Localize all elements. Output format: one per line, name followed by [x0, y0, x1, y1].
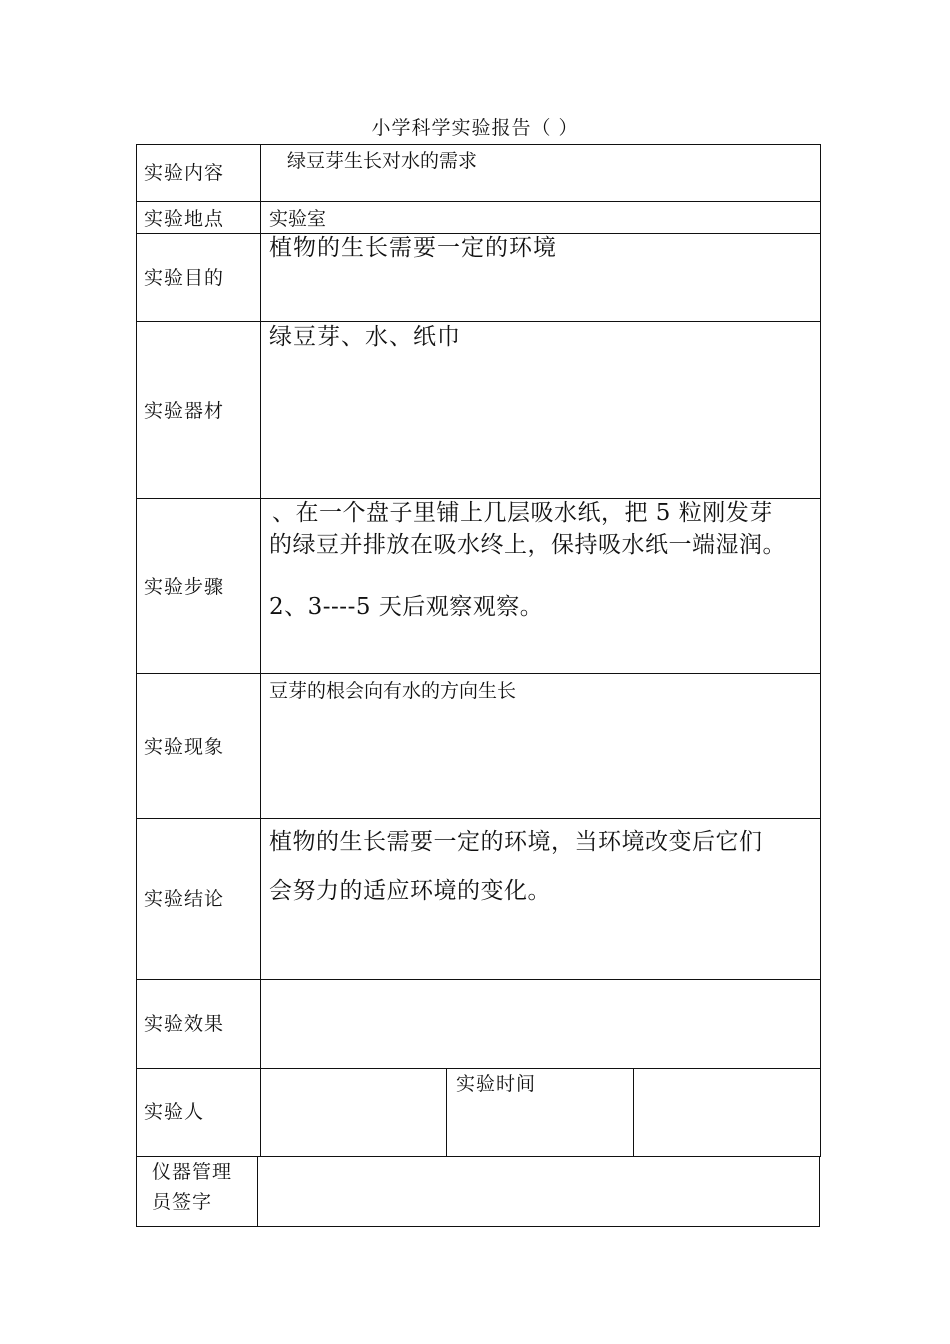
- label-column-divider: [260, 144, 261, 1157]
- label-experimenter: 实验人: [144, 1101, 205, 1123]
- label-experiment-steps: 实验步骤: [144, 576, 225, 598]
- label-experiment-purpose: 实验目的: [144, 267, 225, 289]
- steps-line-1: 、在一个盘子里铺上几层吸水纸，把 5 粒刚发芽: [272, 500, 773, 526]
- table-border-bottom: [136, 1226, 820, 1227]
- report-title: 小学科学实验报告（ ）: [371, 117, 579, 139]
- value-experiment-content: 绿豆芽生长对水的需求: [287, 150, 478, 172]
- table-border-right: [820, 144, 821, 1157]
- label-column-divider-last: [257, 1156, 258, 1227]
- label-signature-line-2: 员签字: [152, 1191, 213, 1213]
- label-experiment-conclusion: 实验结论: [144, 888, 225, 910]
- label-experiment-effect: 实验效果: [144, 1013, 225, 1035]
- value-experiment-location: 实验室: [269, 208, 327, 230]
- row-divider: [136, 321, 821, 322]
- label-experiment-content: 实验内容: [144, 162, 225, 184]
- row-divider: [136, 1156, 821, 1157]
- value-experiment-phenomenon: 豆芽的根会向有水的方向生长: [269, 680, 517, 702]
- row-divider: [136, 673, 821, 674]
- experimenter-divider: [446, 1068, 447, 1157]
- table-border-left: [136, 144, 137, 1227]
- time-divider: [633, 1068, 634, 1157]
- table-border-right-last: [819, 1156, 820, 1227]
- conclusion-line-1: 植物的生长需要一定的环境，当环境改变后它们: [269, 829, 763, 855]
- value-experiment-materials: 绿豆芽、水、纸巾: [269, 324, 461, 350]
- row-divider: [136, 201, 821, 202]
- steps-line-3: 2、3----5 天后观察观察。: [269, 594, 544, 620]
- table-border-top: [136, 144, 821, 145]
- row-divider: [136, 818, 821, 819]
- label-signature-line-1: 仪器管理: [152, 1161, 233, 1183]
- row-divider: [136, 979, 821, 980]
- steps-line-2: 的绿豆并排放在吸水终上，保持吸水纸一端湿润。: [269, 532, 786, 558]
- label-experiment-materials: 实验器材: [144, 400, 225, 422]
- label-experiment-location: 实验地点: [144, 208, 225, 230]
- value-experiment-purpose: 植物的生长需要一定的环境: [269, 235, 557, 261]
- label-experiment-phenomenon: 实验现象: [144, 736, 225, 758]
- label-experiment-time: 实验时间: [456, 1073, 537, 1095]
- conclusion-line-2: 会努力的适应环境的变化。: [269, 878, 551, 904]
